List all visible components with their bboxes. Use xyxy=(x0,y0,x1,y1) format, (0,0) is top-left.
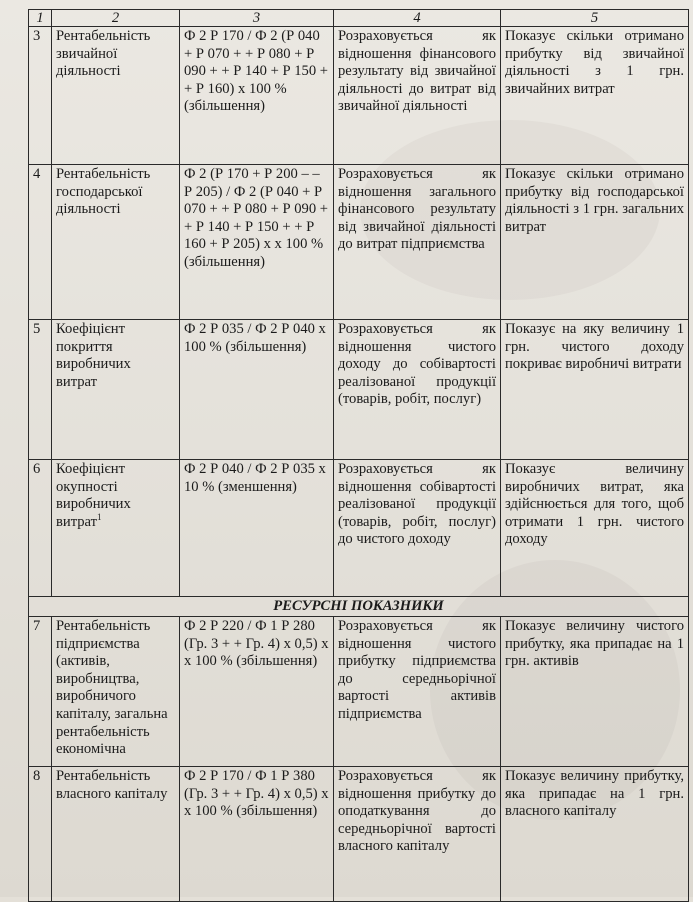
indicator-name: Рентабельність звичайної діяльності xyxy=(52,27,180,165)
column-header: 1 xyxy=(29,10,52,27)
indicator-formula: Ф 2 Р 170 / Ф 1 Р 380 (Гр. 3 + + Гр. 4) х 0,5) х х 100 % (збільшення) xyxy=(180,767,334,902)
indicator-calculation: Розраховується як відношення собівартості реалізованої продукції (товарів, робіт, послуг) до чистого доходу xyxy=(334,460,501,597)
row-number: 5 xyxy=(29,320,52,460)
indicator-meaning: Показує на яку величину 1 грн. чистого доходу покриває виробничі витрати xyxy=(501,320,689,460)
indicator-formula: Ф 2 Р 040 / Ф 2 Р 035 х 10 % (зменшення) xyxy=(180,460,334,597)
table-row xyxy=(29,617,689,767)
indicator-calculation: Розраховується як відношення чистого доходу до собівартості реалізованої продукції (товарів, робіт, послуг) xyxy=(334,320,501,460)
indicator-name: Коефіцієнт покриття виробничих витрат xyxy=(52,320,180,460)
column-header: 2 xyxy=(52,10,180,27)
indicator-name-text: Коефіцієнт окупності виробничих витрат xyxy=(56,461,131,530)
table-row xyxy=(29,320,689,460)
indicator-calculation: Розраховується як відношення фінансового результату від звичайної діяльності до витрат від звичайної діяльності xyxy=(334,27,501,165)
indicator-formula: Ф 2 (Р 170 + Р 200 – – Р 205) / Ф 2 (Р 040 + Р 070 + + Р 080 + Р 090 + + Р 140 + Р 150 + + Р 160 + Р 205) х х 100 % (збільшення) xyxy=(180,165,334,320)
indicator-meaning: Показує скільки отримано прибутку від господарської діяльності з 1 грн. загальних витрат xyxy=(501,165,689,320)
row-number: 3 xyxy=(29,27,52,165)
indicator-name: Рентабельність господарської діяльності xyxy=(52,165,180,320)
table-row xyxy=(29,165,689,320)
table-row xyxy=(29,460,689,597)
footnote-marker: 1 xyxy=(97,511,102,522)
indicator-meaning: Показує величину прибутку, яка припадає на 1 грн. власного капіталу xyxy=(501,767,689,902)
table-row xyxy=(29,27,689,165)
indicator-name xyxy=(52,460,180,597)
indicator-name: Рентабельність підприємства (активів, виробництва, виробничого капіталу, загальна рентабельність економічна xyxy=(52,617,180,767)
indicator-formula: Ф 2 Р 035 / Ф 2 Р 040 х 100 % (збільшення) xyxy=(180,320,334,460)
indicator-meaning: Показує величину чистого прибутку, яка припадає на 1 грн. активів xyxy=(501,617,689,767)
column-header: 4 xyxy=(334,10,501,27)
indicator-formula: Ф 2 Р 170 / Ф 2 (Р 040 + Р 070 + + Р 080 + Р 090 + + Р 140 + Р 150 + + Р 160) х 100 % (збільшення) xyxy=(180,27,334,165)
indicator-meaning: Показує величину виробничих витрат, яка здійснюється для того, щоб отримати 1 грн. чистого доходу xyxy=(501,460,689,597)
indicator-calculation: Розраховується як відношення чистого прибутку підприємства до середньорічної вартості активів підприємства xyxy=(334,617,501,767)
indicator-name: Рентабельність власного капіталу xyxy=(52,767,180,902)
indicator-calculation: Розраховується як відношення загального фінансового результату від звичайної діяльності до витрат підприємства xyxy=(334,165,501,320)
row-number: 8 xyxy=(29,767,52,902)
row-number: 6 xyxy=(29,460,52,597)
indicator-formula: Ф 2 Р 220 / Ф 1 Р 280 (Гр. 3 + + Гр. 4) х 0,5) х х 100 % (збільшення) xyxy=(180,617,334,767)
section-row xyxy=(29,597,689,617)
column-header: 5 xyxy=(501,10,689,27)
row-number: 7 xyxy=(29,617,52,767)
table-header-row xyxy=(29,10,689,27)
indicator-meaning: Показує скільки отримано прибутку від звичайної діяльності з 1 грн. звичайних витрат xyxy=(501,27,689,165)
row-number: 4 xyxy=(29,165,52,320)
column-header: 3 xyxy=(180,10,334,27)
table-row xyxy=(29,767,689,902)
section-title: РЕСУРСНІ ПОКАЗНИКИ xyxy=(29,597,689,617)
indicators-table xyxy=(28,9,689,902)
indicator-calculation: Розраховується як відношення прибутку до оподаткування до середньорічної вартості власного капіталу xyxy=(334,767,501,902)
